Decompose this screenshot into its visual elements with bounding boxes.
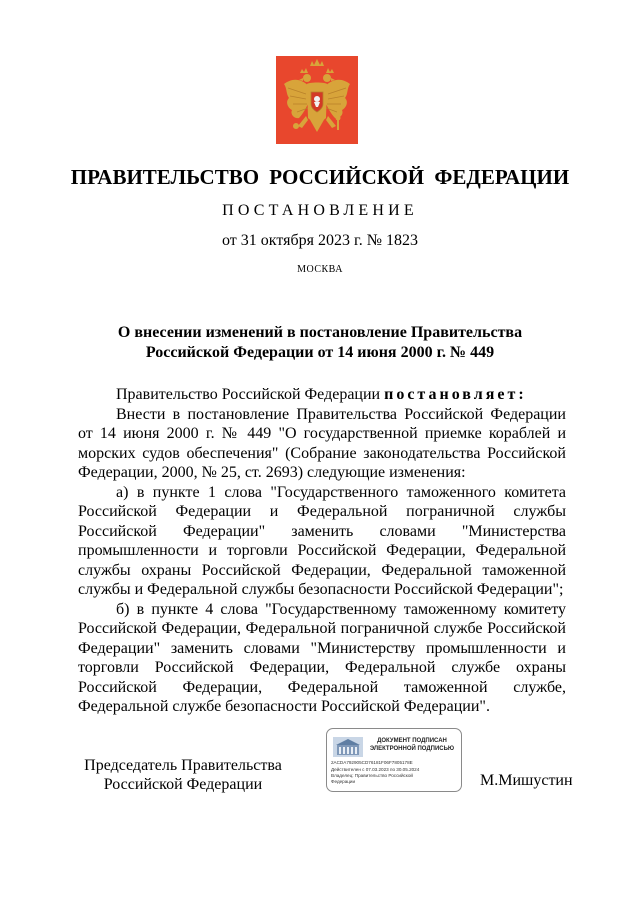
- position-line-2: Российской Федерации: [103, 776, 263, 793]
- russian-coat-of-arms-icon: [276, 56, 358, 144]
- stamp-certificate: 2ACDA792905CD76181F06F7805178E: [331, 760, 413, 765]
- stamp-header: [327, 734, 462, 758]
- document-type: ПОСТАНОВЛЕНИЕ: [222, 202, 418, 219]
- subject-line-2: Российской Федерации от 14 июня 2000 г. № 449: [145, 344, 495, 361]
- intro-paragraph: [78, 385, 566, 405]
- document-date-number: от 31 октября 2023 г. № 1823: [221, 232, 418, 249]
- intro-prefix: Правительство Российской Федерации: [116, 386, 385, 403]
- signatory-position: [78, 756, 288, 794]
- stamp-owner-line-1: Владелец: Правительство Российской: [331, 773, 413, 778]
- stamp-title-line-2: ЭЛЕКТРОННОЙ ПОДПИСЬЮ: [369, 746, 455, 752]
- decree-keyword: постановляет:: [384, 386, 527, 403]
- amendment-a-paragraph: а) в пункте 1 слова "Государственного таможенного комитета Российской Федерации и Федеральной пограничной службы Российской Федерации" заменить словами "Министерства промышленности и торговли Российской Федерации, Федеральной службы охраны Российской Федерации, Федеральной таможенной службы и Федеральной службы безопасности Российской Федерации";: [78, 483, 566, 598]
- government-title: ПРАВИТЕЛЬСТВО РОССИЙСКОЙ ФЕДЕРАЦИИ: [70, 165, 570, 189]
- amendment-b-paragraph: б) в пункте 4 слова "Государственному таможенному комитету Российской Федерации, Федеральной пограничной службе Российской Федерации" заменить словами "Министерству промышленности и торговли Российской Федерации, Федеральной службе охраны Российской Федерации, Федеральной таможенной службе, Федеральной службе безопасности Российской Федерации".: [78, 600, 566, 715]
- stamp-owner-line-2: Федерации: [331, 779, 356, 784]
- stamp-validity: Действителен с 07.03.2023 по 30.05.2024: [331, 767, 420, 772]
- subject-line-1: О внесении изменений в постановление Правительства: [117, 324, 523, 341]
- document-subject: [0, 323, 640, 363]
- stamp-title: [365, 737, 459, 753]
- signatory-name: М.Мишустин: [480, 772, 573, 789]
- coat-of-arms-emblem: [276, 56, 358, 144]
- electronic-signature-stamp: [326, 728, 462, 792]
- government-building-icon: [333, 737, 363, 757]
- main-paragraph: Внести в постановление Правительства Российской Федерации от 14 июня 2000 г. № 449 "О государственной приемке кораблей и морских судов обеспечения" (Собрание законодательства Российской Федерации, 2000, № 25, ст. 2693) следующие изменения:: [78, 405, 566, 481]
- position-line-1: Председатель Правительства: [84, 757, 282, 774]
- document-city: МОСКВА: [297, 264, 343, 275]
- stamp-title-line-1: ДОКУМЕНТ ПОДПИСАН: [377, 738, 447, 744]
- document-body: [78, 385, 566, 717]
